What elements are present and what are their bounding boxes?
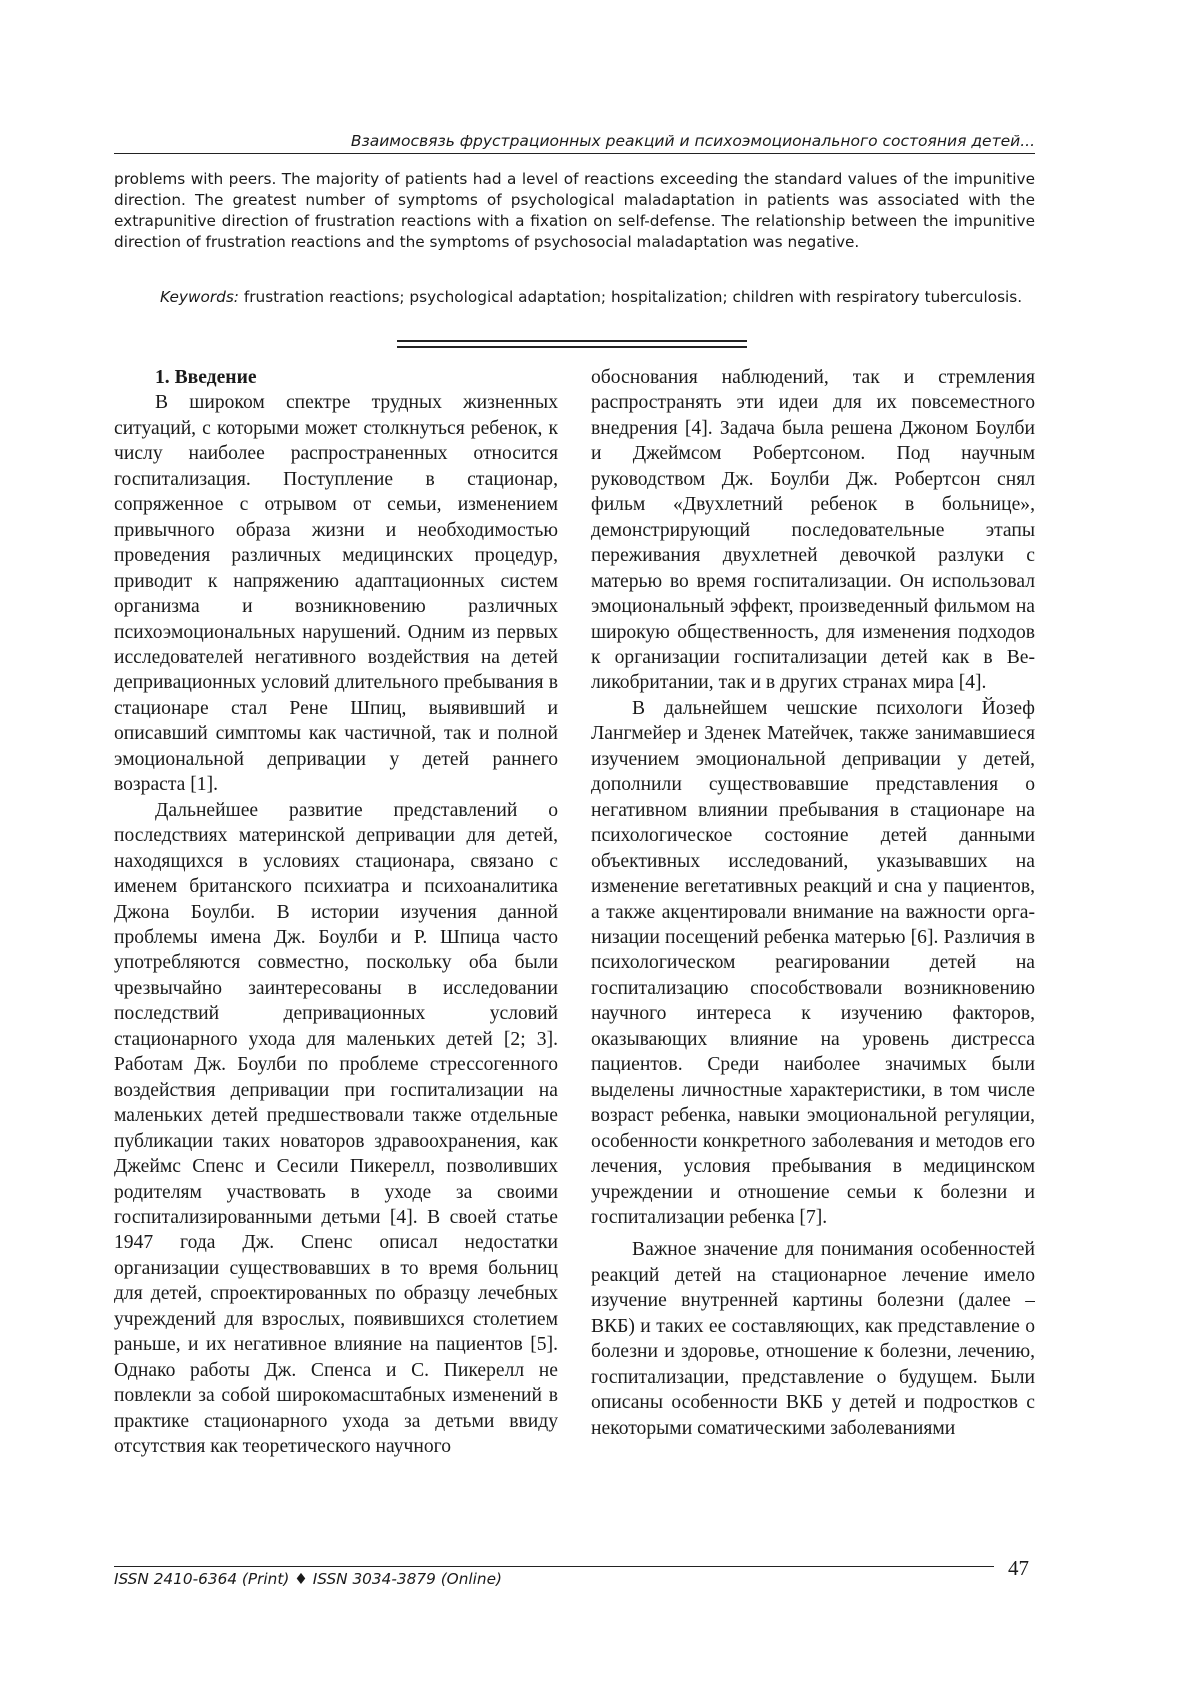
paragraph: Важное значение для понимания особенностей реакций детей на стационарное лечение имело изучение внутренней картины болезни (далее – ВКБ) и таких ее составляющих, как представление о болезни и здоровье, отношение к болезни, лечению, госпитализации, представление о будущем. Были описаны особенности ВКБ у детей и подростков с некоторыми соматическими заболеваниями <box>591 1239 1035 1439</box>
keywords-label: Keywords: <box>160 288 239 306</box>
abstract-text: problems with peers. The majority of patients had a level of reactions exceeding the standard values of the impunitive direction. The greatest number of symptoms of psychological maladaptation in patients was associated with the extrapunitive direction of frustration reactions with a fixation on self-defense. The relationship between the impunitive direction of frustration reactions and the symptoms of psychosocial maladaptation was negative. <box>114 170 1035 251</box>
running-head: Взаимосвязь фрустрационных реакций и психоэмоционального состояния детей... <box>114 132 1035 154</box>
right-column <box>591 365 1035 1543</box>
section-divider <box>397 340 747 348</box>
section-heading: 1. Введение <box>155 367 257 388</box>
left-column <box>114 365 558 1543</box>
paragraph: обоснования наблюдений, так и стремления распространять эти идеи для их повсеместного внедрения [4]. Задача была решена Джоном Боулби и Джеймсом Робертсоном. Под научным руководством Дж. Боулби Дж. Робертсон снял фильм «Двухлетний ребенок в больнице», демонстрирующий последовательные этапы переживания двухлетней девочкой разлуки с матерью во время госпитализации. Он использовал эмоциональный эффект, произведенный фильмом на широкую общественность, для изменения подходов к организации госпитализации детей как в Великобритании, так и в других странах мира [4]. <box>591 367 1035 694</box>
keywords-text: frustration reactions; psychological adaptation; hospitalization; children with respiratory tuberculosis. <box>243 288 1023 306</box>
footer-rule <box>114 1566 994 1567</box>
footer-issn: ISSN 2410-6364 (Print) ♦ ISSN 3034-3879 (Online) <box>114 1570 502 1588</box>
paragraph: В дальнейшем чешские психологи Йозеф Лангмейер и Зденек Матейчек, также занимавшиеся изучением эмоциональной депривации у детей, дополнили существовавшие представления о негативном влиянии пребывания в стационаре на психологическое состояние детей данными объективных исследований, указывавших на изменение вегетативных реакций и сна у пациентов, а также акцентировали внимание на важности организации посещений ребенка матерью [6]. Различия в психологическом реагировании детей на госпитализацию способствовали возникновению научного интереса к изучению факторов, оказывающих влияние на уровень дистресса пациентов. Среди наиболее значимых были выделены личностные характеристики, в том числе возраст ребенка, навыки эмоциональной регуляции, особенности конкретного заболевания и методов его лечения, условия пребывания в медицинском учреждении и отношение семьи к болезни и госпитализации ребенка [7]. <box>591 697 1035 1228</box>
keywords <box>114 287 1035 308</box>
paragraph: Дальнейшее развитие представлений о последствиях материнской депривации для детей, находящихся в условиях стационара, связано с именем британского психиатра и психоаналитика Джона Боулби. В истории изучения данной проблемы имена Дж. Боулби и Р. Шпица часто употребляются совместно, поскольку оба были чрезвычайно заинтересованы в исследовании последствий депривационных условий стационарного ухода для маленьких детей [2; 3]. Работам Дж. Боулби по проблеме стрессогенного воздействия депривации при госпитализации на маленьких детей предшествовали также отдельные публикации таких новаторов здравоохранения, как Джеймс Спенс и Сесили Пикерелл, позволивших родителям участвовать в уходе за своими госпитализированными детьми [4]. В своей статье 1947 года Дж. Спенс описал недостатки организации существовавших в то время больниц для детей, спроектированных по образцу лечебных учреждений для взрослых, появившихся столетием раньше, и их негативное влияние на пациентов [5]. Однако работы Дж. Спенса и С. Пикерелл не повлекли за собой широкомасштабных изменений в практике стационарного ухода за детьми ввиду отсутствия как теоретического научного <box>114 799 558 1458</box>
page-number: 47 <box>1008 1556 1029 1580</box>
paragraph: В широком спектре трудных жизненных ситуаций, с которыми может столкнуться ребенок, к числу наиболее распространенных относится госпитализация. Поступление в стационар, сопряженное с отрывом от семьи, изменением привычного образа жизни и необходимостью проведения различных медицинских процедур, приводит к напряжению адаптационных систем организма и возникновению различных психоэмоциональных нарушений. Одним из первых исследователей негативного воздействия на детей депривaционных условий длительного пребывания в стационаре стал Рене Шпиц, выявивший и описавший симптомы как частичной, так и полной эмоциональной депривации у детей раннего возраста [1]. <box>114 392 558 796</box>
